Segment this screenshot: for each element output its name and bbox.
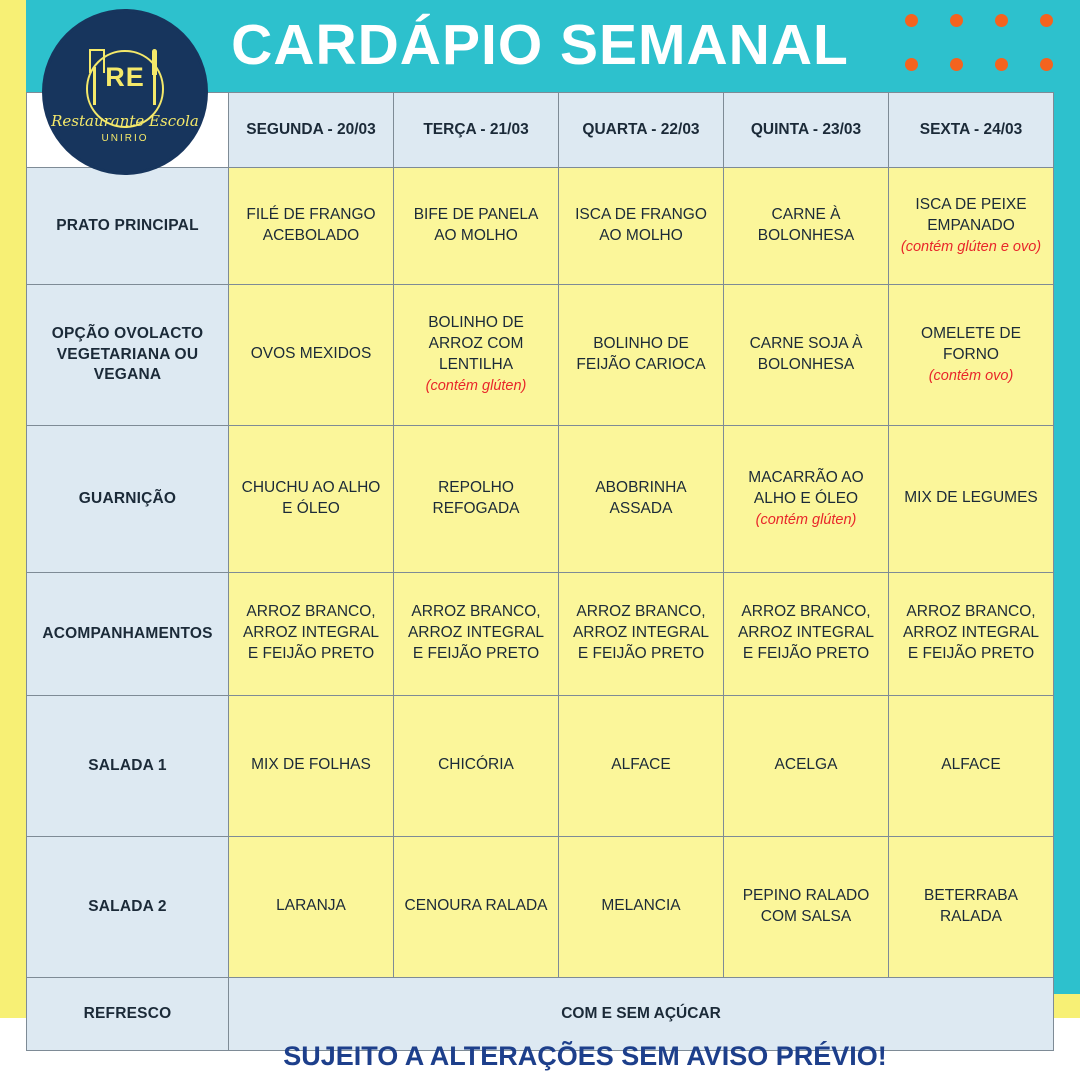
cell-text: ARROZ BRANCO, ARROZ INTEGRAL E FEIJÃO PRETO <box>242 603 380 662</box>
cell-prato-principal-quarta <box>559 168 724 285</box>
day-header-sexta: SEXTA - 24/03 <box>889 93 1054 168</box>
cell-text: CHUCHU AO ALHO E ÓLEO <box>241 478 381 517</box>
cell-text: CARNE SOJA À BOLONHESA <box>749 334 863 373</box>
cell-salada2-quinta <box>724 837 889 978</box>
cell-text: FILÉ DE FRANGO ACEBOLADO <box>246 205 376 244</box>
cell-text: CHICÓRIA <box>438 756 514 774</box>
cell-text: ABOBRINHA ASSADA <box>595 478 687 517</box>
page-title: CARDÁPIO SEMANAL <box>231 13 849 77</box>
row-label-opcao-vegetariana: OPÇÃO OVOLACTO VEGETARIANA OU VEGANA <box>27 285 229 426</box>
fork-icon <box>89 49 101 105</box>
cell-prato-principal-terca <box>394 168 559 285</box>
knife-icon <box>149 49 161 105</box>
weekly-menu-table <box>26 92 1054 1051</box>
day-header-terca: TERÇA - 21/03 <box>394 93 559 168</box>
table-row <box>27 696 1054 837</box>
logo-monogram: RE <box>105 61 145 92</box>
cell-acompanhamentos-terca <box>394 573 559 696</box>
decorative-dot <box>905 14 918 27</box>
cell-text: OMELETE DE FORNO <box>921 324 1021 363</box>
cell-allergen-note: (contém glúten) <box>425 378 527 395</box>
table-row <box>27 837 1054 978</box>
cell-acompanhamentos-segunda <box>229 573 394 696</box>
table-row <box>27 285 1054 426</box>
cell-text: ACELGA <box>774 756 838 774</box>
cell-text: LARANJA <box>276 897 346 915</box>
day-header-quarta: QUARTA - 22/03 <box>559 93 724 168</box>
row-label-prato-principal: PRATO PRINCIPAL <box>27 168 229 285</box>
cell-text: ISCA DE FRANGO AO MOLHO <box>575 205 707 244</box>
cell-text: BOLINHO DE ARROZ COM LENTILHA <box>428 314 524 374</box>
cell-salada1-quinta <box>724 696 889 837</box>
cell-allergen-note: (contém ovo) <box>928 367 1014 384</box>
cell-text: MELANCIA <box>601 897 681 915</box>
restaurant-logo <box>45 12 205 172</box>
cell-text: REPOLHO REFOGADA <box>432 478 520 517</box>
cell-salada2-sexta <box>889 837 1054 978</box>
cell-guarnicao-quarta <box>559 426 724 573</box>
cell-acompanhamentos-quinta <box>724 573 889 696</box>
footer-disclaimer: SUJEITO A ALTERAÇÕES SEM AVISO PRÉVIO! <box>283 1041 887 1071</box>
cell-text: CARNE À BOLONHESA <box>757 205 855 244</box>
cell-guarnicao-sexta <box>889 426 1054 573</box>
cell-text: CENOURA RALADA <box>404 897 548 915</box>
row-label-refresco: REFRESCO <box>27 978 229 1051</box>
cell-prato-principal-segunda <box>229 168 394 285</box>
cell-acompanhamentos-sexta <box>889 573 1054 696</box>
cell-text: ARROZ BRANCO, ARROZ INTEGRAL E FEIJÃO PRETO <box>407 603 545 662</box>
cell-salada1-sexta <box>889 696 1054 837</box>
cell-text: MIX DE LEGUMES <box>904 489 1038 507</box>
cell-text: ARROZ BRANCO, ARROZ INTEGRAL E FEIJÃO PRETO <box>737 603 875 662</box>
cell-vegetariana-quinta <box>724 285 889 426</box>
cell-guarnicao-segunda <box>229 426 394 573</box>
cell-vegetariana-quarta <box>559 285 724 426</box>
cell-allergen-note: (contém glúten) <box>755 511 857 528</box>
cell-salada2-quarta <box>559 837 724 978</box>
cell-text: MACARRÃO AO ALHO E ÓLEO <box>748 468 864 507</box>
decorative-dot <box>905 58 918 71</box>
cell-prato-principal-quinta <box>724 168 889 285</box>
cell-text: ALFACE <box>611 756 671 774</box>
day-header-quinta: QUINTA - 23/03 <box>724 93 889 168</box>
cell-guarnicao-terca <box>394 426 559 573</box>
cell-prato-principal-sexta <box>889 168 1054 285</box>
logo-subtitle: UNIRIO <box>101 133 149 144</box>
decorative-dot <box>995 58 1008 71</box>
day-header-segunda: SEGUNDA - 20/03 <box>229 93 394 168</box>
cell-text: PEPINO RALADO COM SALSA <box>742 886 870 925</box>
cell-allergen-note: (contém glúten e ovo) <box>900 238 1042 255</box>
cell-vegetariana-sexta <box>889 285 1054 426</box>
decorative-dot <box>995 14 1008 27</box>
cell-salada1-segunda <box>229 696 394 837</box>
row-label-salada-2: SALADA 2 <box>27 837 229 978</box>
table-row <box>27 978 1054 1051</box>
row-label-guarnicao: GUARNIÇÃO <box>27 426 229 573</box>
cell-text: ARROZ BRANCO, ARROZ INTEGRAL E FEIJÃO PRETO <box>572 603 710 662</box>
cell-salada2-segunda <box>229 837 394 978</box>
cell-text: OVOS MEXIDOS <box>250 345 372 363</box>
logo-name: Restaurante Escola <box>51 112 199 130</box>
cell-text: ISCA DE PEIXE EMPANADO <box>915 195 1027 234</box>
decorative-dot <box>950 14 963 27</box>
cell-text: BIFE DE PANELA AO MOLHO <box>413 205 539 244</box>
cell-text: BOLINHO DE FEIJÃO CARIOCA <box>576 334 706 373</box>
cell-salada1-quarta <box>559 696 724 837</box>
cell-text: BETERRABA RALADA <box>924 886 1018 925</box>
cell-vegetariana-segunda <box>229 285 394 426</box>
decorative-dot <box>950 58 963 71</box>
cell-text: ARROZ BRANCO, ARROZ INTEGRAL E FEIJÃO PRETO <box>902 603 1040 662</box>
table-row <box>27 573 1054 696</box>
left-yellow-band <box>0 0 26 1010</box>
row-label-salada-1: SALADA 1 <box>27 696 229 837</box>
decorative-dot <box>1040 14 1053 27</box>
cell-salada1-terca <box>394 696 559 837</box>
cell-text: MIX DE FOLHAS <box>251 756 371 774</box>
cell-guarnicao-quinta <box>724 426 889 573</box>
table-row <box>27 426 1054 573</box>
cell-text: ALFACE <box>941 756 1001 774</box>
table-row <box>27 168 1054 285</box>
cell-acompanhamentos-quarta <box>559 573 724 696</box>
cell-vegetariana-terca <box>394 285 559 426</box>
cell-salada2-terca <box>394 837 559 978</box>
cell-refresco-value: COM E SEM AÇÚCAR <box>229 978 1054 1051</box>
row-label-acompanhamentos: ACOMPANHAMENTOS <box>27 573 229 696</box>
decorative-dot <box>1040 58 1053 71</box>
